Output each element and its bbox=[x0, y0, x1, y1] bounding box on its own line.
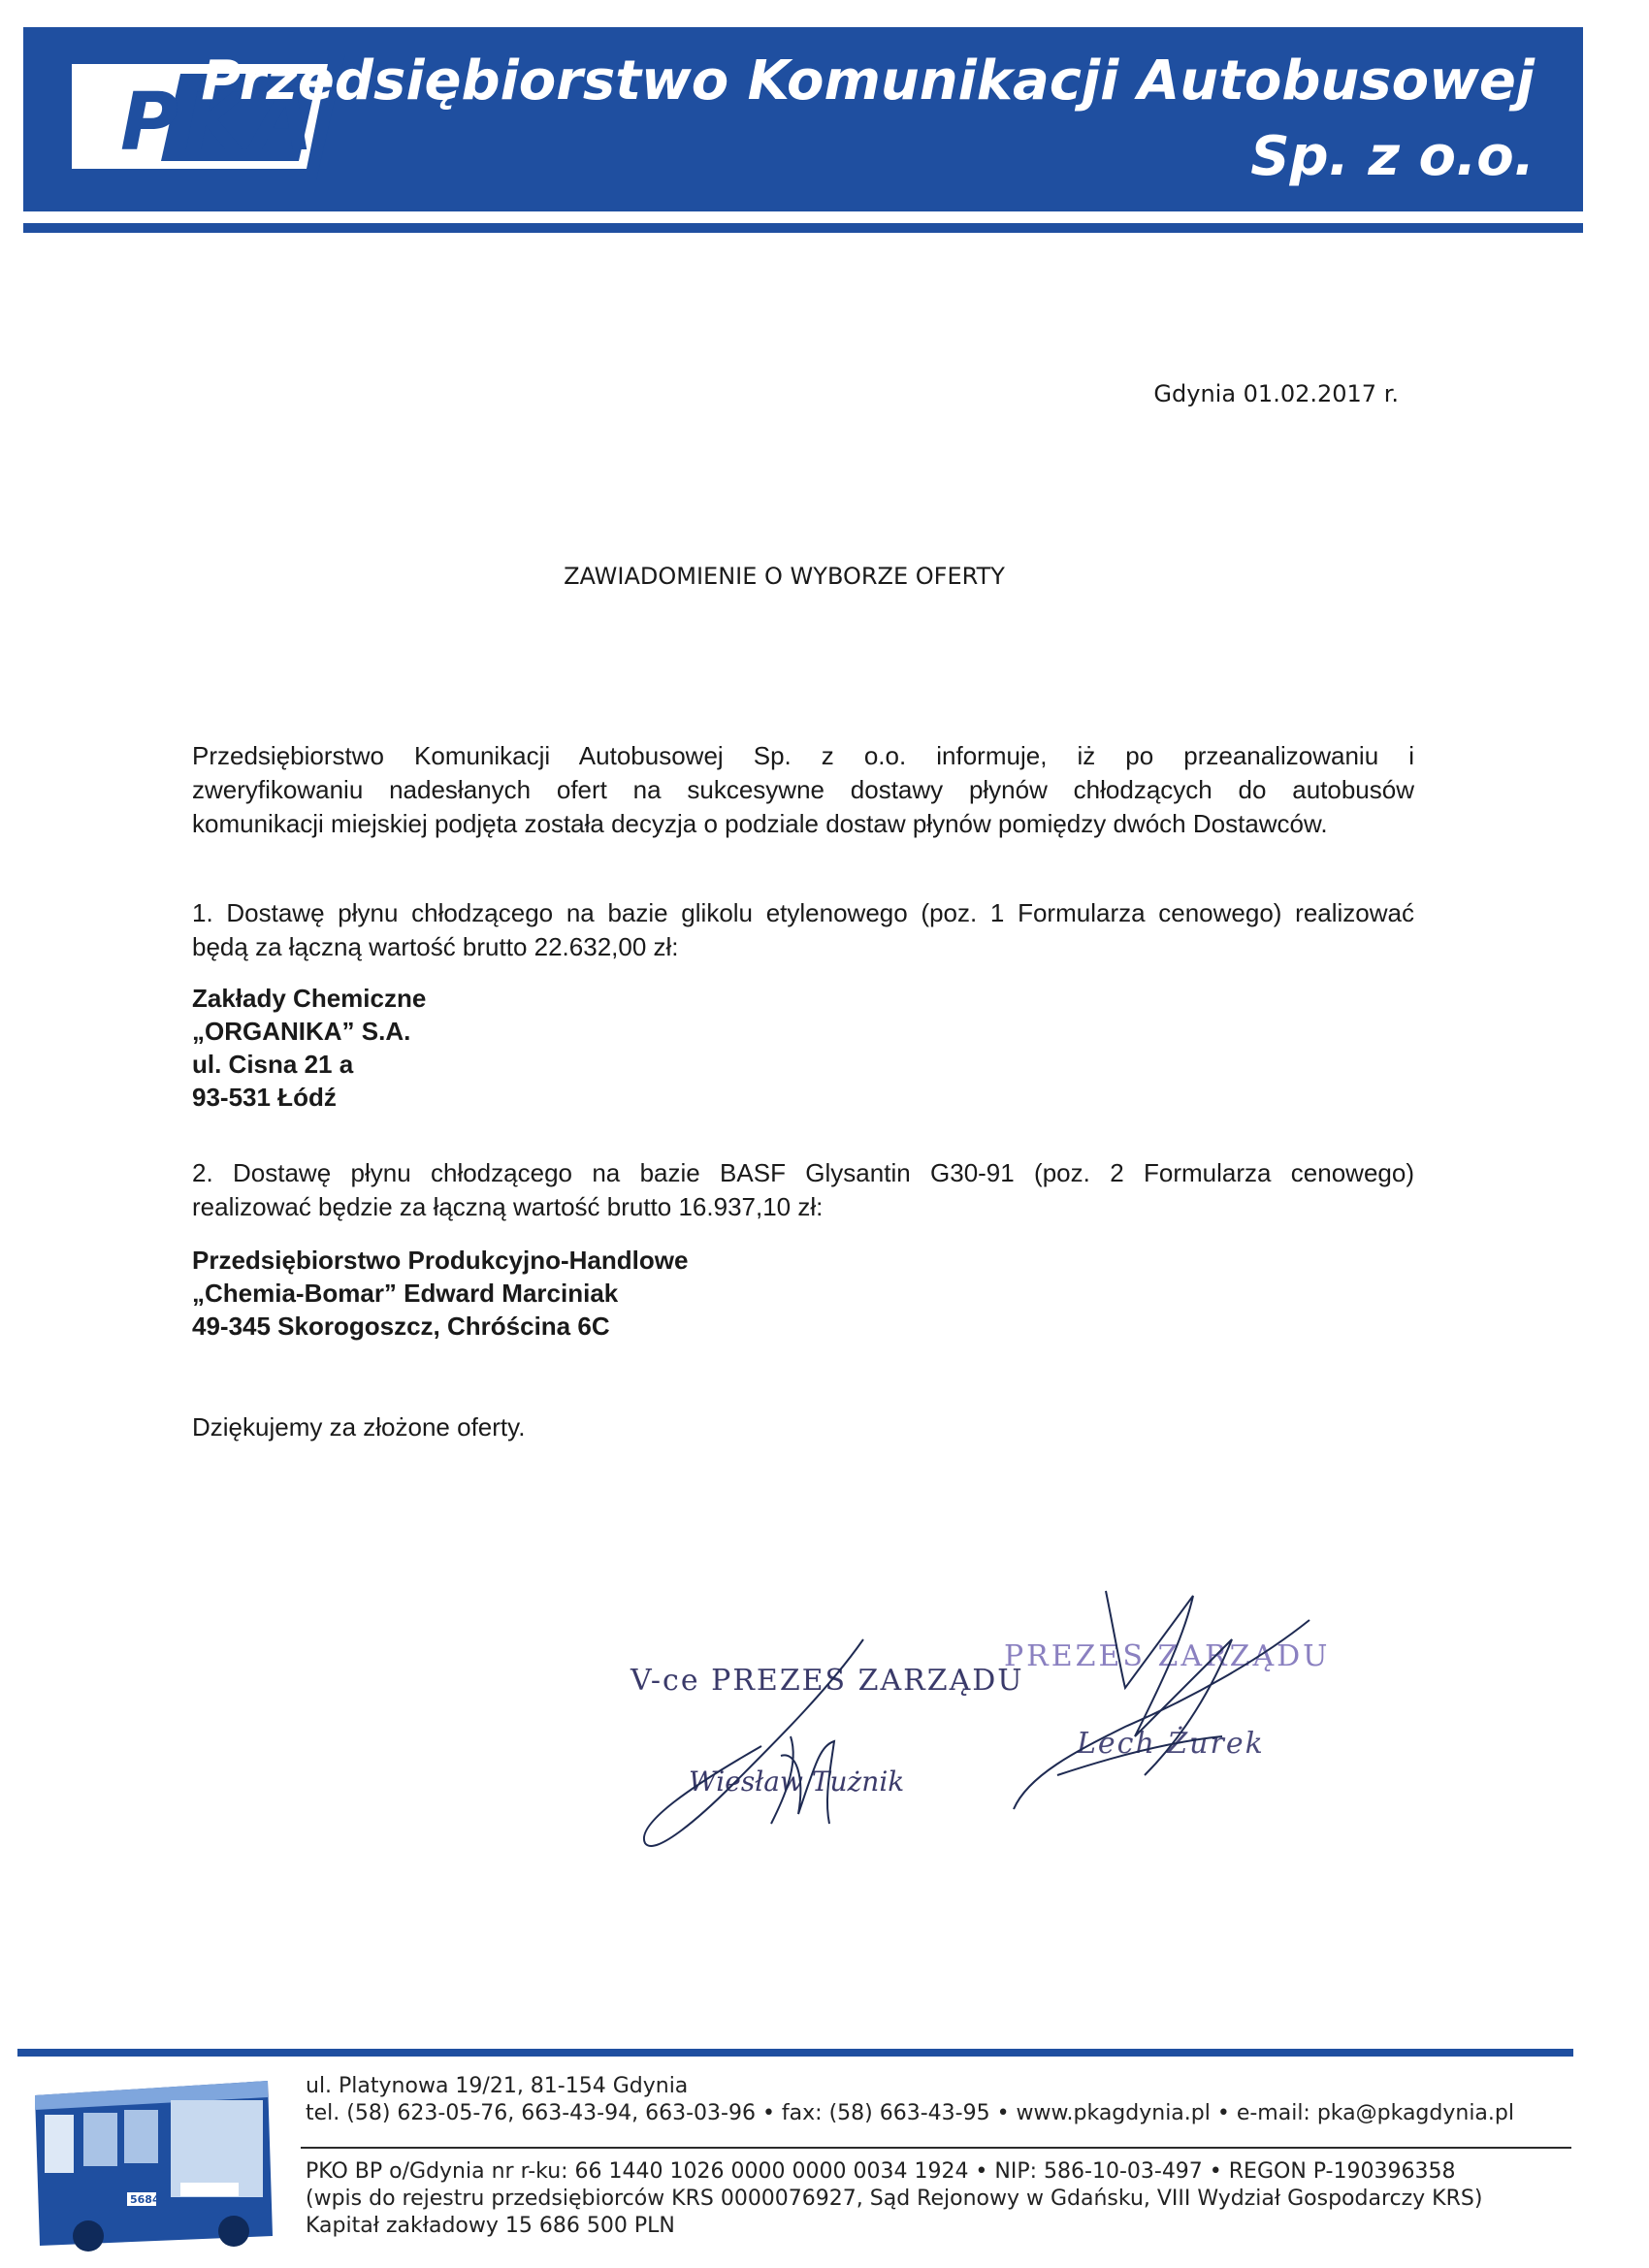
footer-contact: tel. (58) 623-05-76, 663-43-94, 663-03-96 • fax: (58) 663-43-95 • www.pkagdynia.pl • e-mail: pka@pkagdynia.pl bbox=[306, 2101, 1514, 2125]
intro-line: zweryfikowaniu nadesłanych ofert na sukcesywne dostawy płynów chłodzących do autobusów bbox=[192, 775, 1414, 804]
letter-date: Gdynia 01.02.2017 r. bbox=[1153, 380, 1399, 407]
bus-number: 5684 bbox=[130, 2193, 160, 2206]
item-2-paragraph bbox=[192, 1156, 1414, 1224]
supplier-1-line: Zakłady Chemiczne bbox=[192, 984, 427, 1013]
supplier-2-line: 49-345 Skorogoszcz, Chróścina 6C bbox=[192, 1312, 610, 1341]
supplier-2-address bbox=[192, 1244, 1162, 1343]
president-signature bbox=[999, 1581, 1319, 1833]
supplier-2-line: „Chemia-Bomar” Edward Marciniak bbox=[192, 1279, 619, 1308]
item-1-paragraph bbox=[192, 896, 1414, 964]
supplier-2-line: Przedsiębiorstwo Produkcyjno-Handlowe bbox=[192, 1246, 689, 1275]
footer-capital: Kapitał zakładowy 15 686 500 PLN bbox=[306, 2214, 675, 2238]
vice-president-signature bbox=[635, 1630, 926, 1863]
supplier-1-line: „ORGANIKA” S.A. bbox=[192, 1017, 411, 1046]
footer-separator bbox=[301, 2147, 1571, 2149]
supplier-1-line: 93-531 Łódź bbox=[192, 1083, 337, 1112]
vice-president-stamp: V-ce PREZES ZARZĄDU bbox=[630, 1664, 1024, 1698]
item-2-line: 2. Dostawę płynu chłodzącego na bazie BASF Glysantin G30-91 (poz. 2 Formularza cenowego) bbox=[192, 1158, 1414, 1187]
bus-image bbox=[35, 2076, 277, 2255]
closing-thanks: Dziękujemy za złożone oferty. bbox=[192, 1412, 526, 1442]
supplier-1-line: ul. Cisna 21 a bbox=[192, 1050, 354, 1079]
company-name-line1: Przedsiębiorstwo Komunikacji Autobusowej bbox=[201, 49, 1535, 113]
item-1-line: będą za łączną wartość brutto 22.632,00 zł: bbox=[192, 932, 679, 961]
intro-line: Przedsiębiorstwo Komunikacji Autobusowej Sp. z o.o. informuje, iż po przeanalizowaniu i bbox=[192, 741, 1414, 770]
document-title: ZAWIADOMIENIE O WYBORZE OFERTY bbox=[564, 563, 1005, 590]
supplier-1-address bbox=[192, 982, 1162, 1114]
footer-address: ul. Platynowa 19/21, 81-154 Gdynia bbox=[306, 2074, 689, 2098]
president-name-stamp: Lech Żurek bbox=[1077, 1727, 1265, 1761]
intro-line: komunikacji miejskiej podjęta została decyzja o podziale dostaw płynów pomiędzy dwóch Dostawców. bbox=[192, 809, 1328, 838]
item-2-line: realizować będzie za łączną wartość brutto 16.937,10 zł: bbox=[192, 1192, 824, 1221]
logo-text: PKA bbox=[120, 77, 320, 169]
footer-krs: (wpis do rejestru przedsiębiorców KRS 0000076927, Sąd Rejonowy w Gdańsku, VIII Wydział Gospodarczy KRS) bbox=[306, 2187, 1483, 2211]
footer-divider bbox=[17, 2049, 1573, 2057]
header-divider bbox=[23, 223, 1583, 233]
vice-president-name-stamp: Wiesław Tużnik bbox=[689, 1766, 905, 1798]
intro-paragraph bbox=[192, 739, 1414, 841]
footer-bank: PKO BP o/Gdynia nr r-ku: 66 1440 1026 0000 0000 0034 1924 • NIP: 586-10-03-497 • REGON P-190396358 bbox=[306, 2159, 1456, 2184]
president-stamp: PREZES ZARZĄDU bbox=[1004, 1639, 1331, 1673]
item-1-line: 1. Dostawę płynu chłodzącego na bazie glikolu etylenowego (poz. 1 Formularza cenowego) realizować bbox=[192, 898, 1414, 927]
company-name-line2: Sp. z o.o. bbox=[1250, 125, 1535, 188]
